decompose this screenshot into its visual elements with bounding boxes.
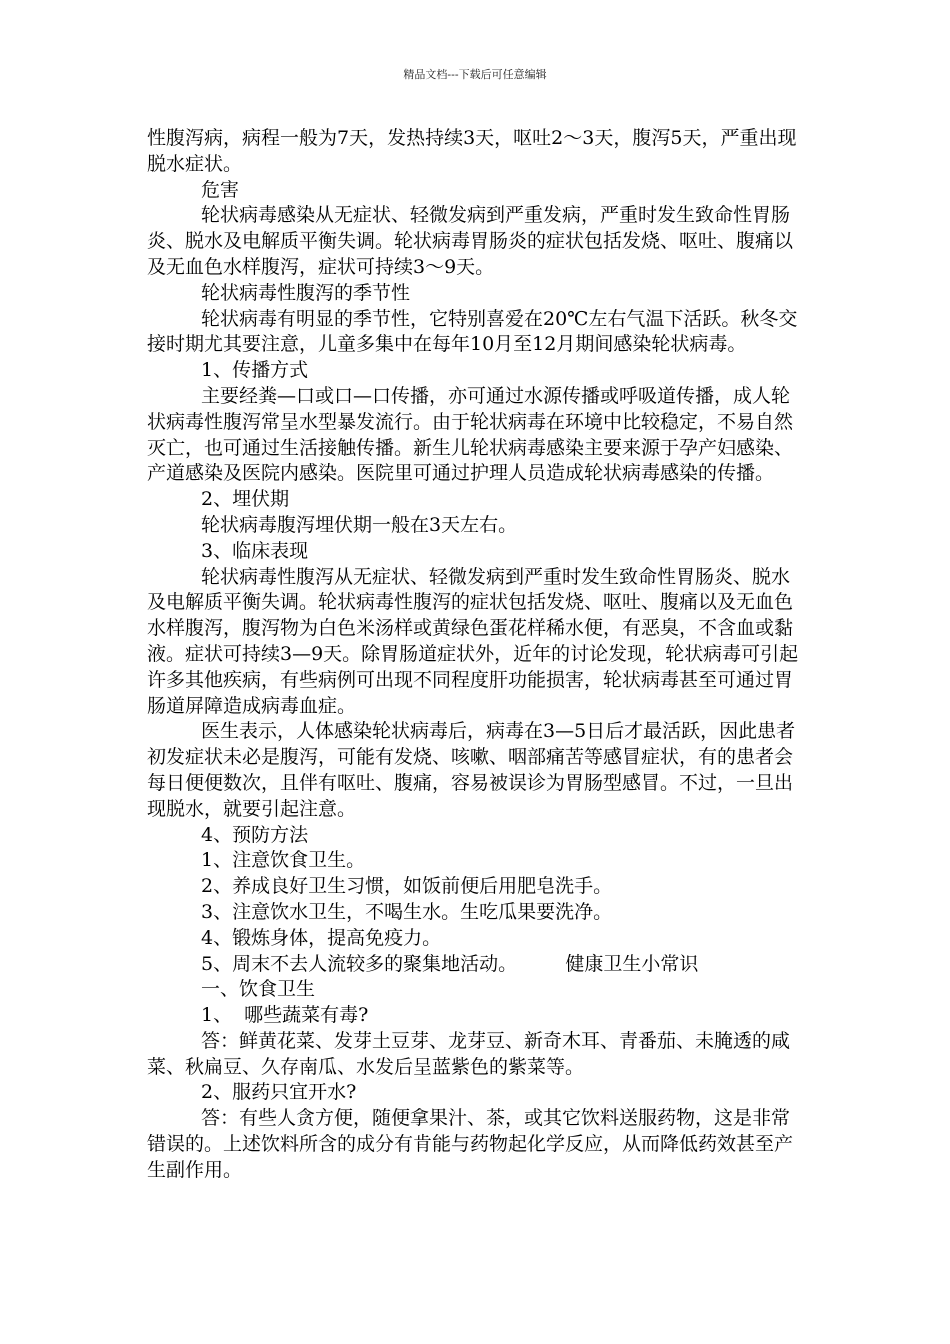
paragraph: 危害 xyxy=(201,178,240,201)
paragraph: 主要经粪—口或口—口传播，亦可通过水源传播或呼吸道传播，成人轮状病毒性腹泻常呈水型暴发流行。由于轮状病毒在环境中比较稳定，不易自然灭亡，也可通过生活接触传播。新生儿轮状病毒感染主要来源于孕产妇感染、产道感染及医院内感染。医院里可通过护理人员造成轮状病毒感染的传播。 xyxy=(147,384,794,485)
paragraph: 性腹泻病，病程一般为7天，发热持续3天，呕吐2～3天，腹泻5天，严重出现脱水症状。 xyxy=(147,127,797,175)
paragraph: 轮状病毒感染从无症状、轻微发病到严重发病，严重时发生致命性胃肠炎、脱水及电解质平衡失调。轮状病毒胃肠炎的症状包括发烧、呕吐、腹痛以及无血色水样腹泻，症状可持续3～9天。 xyxy=(147,204,794,278)
paragraph: 4、预防方法 xyxy=(201,823,309,846)
paragraph: 轮状病毒性腹泻的季节性 xyxy=(201,281,411,304)
page-header: 精品文档---下载后可任意编辑 xyxy=(403,68,547,81)
paragraph: 医生表示，人体感染轮状病毒后，病毒在3—5日后才最活跃，因此患者初发症状未必是腹泻，可能有发烧、咳嗽、咽部痛苦等感冒症状，有的患者会每日便便数次，且伴有呕吐、腹痛，容易被误诊为胃肠型感冒。不过，一旦出现脱水，就要引起注意。 xyxy=(147,720,796,820)
paragraph: 1、 哪些蔬菜有毒? xyxy=(201,1004,369,1027)
paragraph: 一、饮食卫生 xyxy=(201,978,316,1001)
paragraph: 1、传播方式 xyxy=(201,359,309,382)
paragraph: 轮状病毒性腹泻从无症状、轻微发病到严重时发生致命性胃肠炎、脱水及电解质平衡失调。轮状病毒性腹泻的症状包括发烧、呕吐、腹痛以及无血色水样腹泻，腹泻物为白色米汤样或黄绿色蛋花样稀水便，有恶臭，不含血或黏液。症状可持续3—9天。除胃肠道症状外，近年的讨论发现，轮状病毒可引起许多其他疾病，有些病例可出现不同程度肝功能损害，轮状病毒甚至可通过胃肠道屏障造成病毒血症。 xyxy=(147,565,799,717)
paragraph: 3、临床表现 xyxy=(201,539,309,562)
document-body xyxy=(147,126,807,1184)
paragraph: 轮状病毒有明显的季节性，它特别喜爱在20℃左右气温下活跃。秋冬交接时期尤其要注意，儿童多集中在每年10月至12月期间感染轮状病毒。 xyxy=(147,307,798,356)
paragraph: 答：鲜黄花菜、发芽土豆芽、龙芽豆、新奇木耳、青番茄、未腌透的咸菜、秋扁豆、久存南瓜、水发后呈蓝紫色的紫菜等。 xyxy=(147,1029,791,1078)
paragraph: 2、埋伏期 xyxy=(201,488,290,511)
paragraph: 2、服药只宜开水? xyxy=(201,1081,357,1104)
paragraph: 2、养成良好卫生习惯，如饭前便后用肥皂洗手。 xyxy=(201,875,613,898)
paragraph: 4、锻炼身体，提高免疫力。 xyxy=(201,926,442,949)
paragraph: 答：有些人贪方便，随便拿果汁、茶，或其它饮料送服药物，这是非常错误的。上述饮料所含的成分有肯能与药物起化学反应，从而降低药效甚至产生副作用。 xyxy=(147,1107,794,1181)
paragraph: 3、注意饮水卫生，不喝生水。生吃瓜果要洗净。 xyxy=(201,900,613,923)
paragraph: 5、周末不去人流较多的聚集地活动。 健康卫生小常识 xyxy=(201,952,699,975)
paragraph: 1、注意饮食卫生。 xyxy=(201,849,366,872)
paragraph: 轮状病毒腹泻埋伏期一般在3天左右。 xyxy=(201,513,518,536)
